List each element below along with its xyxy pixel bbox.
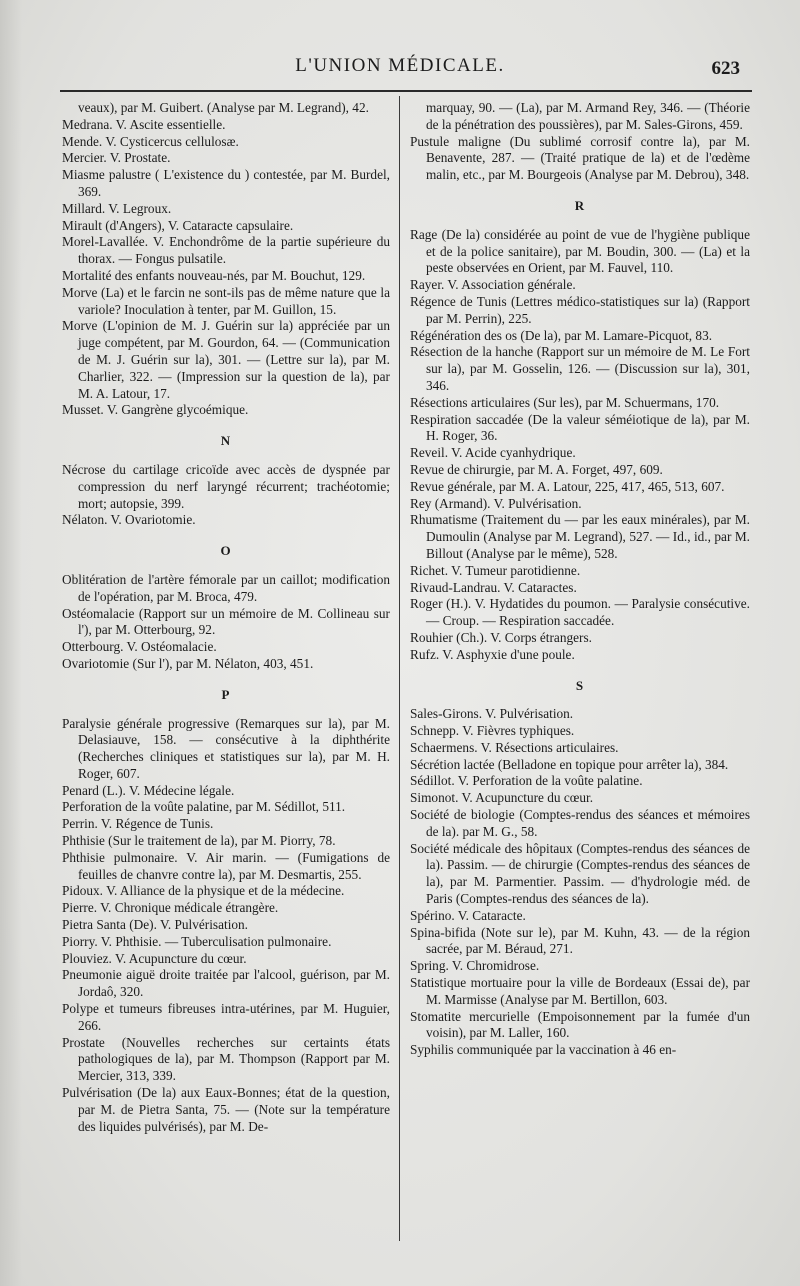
page-number: 623 <box>711 58 740 79</box>
header-rule <box>60 90 752 92</box>
index-entry: Revue générale, par M. A. Latour, 225, 417, 465, 513, 607. <box>410 478 725 494</box>
index-entry: Sécrétion lactée (Belladone en topique pour arrêter la), 384. <box>410 756 729 772</box>
index-entry: Spina-bifida (Note sur le), par M. Kuhn, 43. — de la région sacrée, par M. Béraud, 271. <box>410 924 750 957</box>
index-entry: Mortalité des enfants nouveau-nés, par M. Bouchut, 129. <box>62 267 366 283</box>
index-entry: Millard. V. Legroux. <box>62 200 172 216</box>
index-entry: Pidoux. V. Alliance de la physique et de la médecine. <box>62 883 345 899</box>
section-letter: R <box>574 197 586 213</box>
index-entry: Phthisie pulmonaire. V. Air marin. — (Fumigations de feuilles de chanvre contre la), par M. Desmartis, 255. <box>62 849 390 882</box>
index-entry: Polype et tumeurs fibreuses intra-utérines, par M. Huguier, 266. <box>62 1001 390 1033</box>
index-entry: Penard (L.). V. Médecine légale. <box>62 782 235 798</box>
index-entry: Spérino. V. Cataracte. <box>410 907 526 923</box>
index-entry: Société de biologie (Comptes-rendus des séances et mémoires de la). par M. G., 58. <box>410 807 750 839</box>
index-entry: Syphilis communiquée par la vaccination à 46 en- <box>410 1042 677 1058</box>
index-entry: Rayer. V. Association générale. <box>410 277 576 293</box>
index-entry: Medrana. V. Ascite essentielle. <box>62 116 226 132</box>
index-entry: Rhumatisme (Traitement du — par les eaux minérales), par M. Dumoulin (Analyse par M. Legrand), 527. — Id., id., par M. Billout (Analyse par le même), 528. <box>410 512 750 561</box>
index-entry: Perforation de la voûte palatine, par M. Sédillot, 511. <box>62 799 346 815</box>
index-entry: Schnepp. V. Fièvres typhiques. <box>410 723 575 739</box>
section-letter: O <box>220 543 232 559</box>
index-entry: Pustule maligne (Du sublimé corrosif contre la), par M. Benavente, 287. — (Traité pratique de la) et de l'œdème malin, etc., par M. Bourgeois (Analyse par M. Debrou), 348. <box>410 133 750 183</box>
index-entry: Mende. V. Cysticercus cellulosæ. <box>62 133 239 149</box>
column-divider <box>399 96 400 1241</box>
index-entry: Schaermens. V. Résections articulaires. <box>410 739 619 755</box>
index-entry: Revue de chirurgie, par M. A. Forget, 497, 609. <box>410 461 663 477</box>
index-entry: Morve (L'opinion de M. J. Guérin sur la) appréciée par un juge compétent, par M. Gourdon, 64. — (Communication de M. J. Guérin sur la), 301. — (Lettre sur la), par M. Charlier, 322. — (Impression sur la question de la), par M. A. Latour, 17. <box>62 318 390 401</box>
section-letter: N <box>220 433 232 449</box>
running-title: L'UNION MÉDICALE. <box>295 55 505 76</box>
index-entry: Rufz. V. Asphyxie d'une poule. <box>410 646 575 662</box>
index-entry: Simonot. V. Acupuncture du cœur. <box>410 790 594 806</box>
index-entry: Pietra Santa (De). V. Pulvérisation. <box>62 917 249 933</box>
section-letter: S <box>575 677 585 693</box>
index-entry: Nécrose du cartilage cricoïde avec accès de dyspnée par compression du nerf laryngé récurrent; trachéotomie; mort; autopsie, 399. <box>62 461 390 511</box>
index-entry: Stomatite mercurielle (Empoisonnement par la fumée d'un voisin), par M. Laller, 160. <box>410 1008 750 1041</box>
index-entry: Pulvérisation (De la) aux Eaux-Bonnes; état de la question, par M. de Pietra Santa, 75. — (Note sur la température des liquides pulvérisés), par M. De- <box>62 1085 390 1134</box>
index-entry: Rey (Armand). V. Pulvérisation. <box>410 495 582 511</box>
index-entry: Sales-Girons. V. Pulvérisation. <box>410 706 574 722</box>
index-entry: Ovariotomie (Sur l'), par M. Nélaton, 403, 451. <box>62 655 314 671</box>
index-entry: Rage (De la) considérée au point de vue de l'hygiène publique et de la police sanitaire), par M. Boudin, 300. — (La) et la peste observées en Orient, par M. Fauvel, 110. <box>410 226 750 276</box>
index-entry: Oblitération de l'artère fémorale par un caillot; modification de l'opération, par M. Broca, 479. <box>62 571 390 604</box>
index-entry: Morve (La) et le farcin ne sont-ils pas de même nature que la variole? Inoculation à tenter, par M. Guillon, 15. <box>62 284 390 317</box>
left-column <box>62 100 390 1135</box>
index-entry: Prostate (Nouvelles recherches sur certaints états pathologiques de la), par M. Thompson (Rapport par M. Mercier, 313, 339. <box>62 1034 390 1084</box>
index-entry: Reveil. V. Acide cyanhydrique. <box>410 445 576 461</box>
index-entry: Perrin. V. Régence de Tunis. <box>62 816 214 832</box>
index-entry: Statistique mortuaire pour la ville de Bordeaux (Essai de), par M. Marmisse (Analyse par M. Bertillon, 603. <box>410 975 750 1007</box>
index-entry: Résection de la hanche (Rapport sur un mémoire de M. Le Fort sur la), par M. Gosselin, 126. — (Discussion sur la), 301, 346. <box>410 344 750 393</box>
index-entry: Respiration saccadée (De la valeur séméiotique de la), par M. H. Roger, 36. <box>410 411 750 444</box>
index-entry: Régénération des os (De la), par M. Lamare-Picquot, 83. <box>410 327 713 343</box>
index-entry: Résections articulaires (Sur les), par M. Schuermans, 170. <box>410 394 720 410</box>
index-entry: Société médicale des hôpitaux (Comptes-rendus des séances de la). Passim. — de chirurgie (Comptes-rendus des séances de la), par M. Parmentier. Passim. — d'hydrologie méd. de Paris (Comptes-rendus des séances de la). <box>410 840 750 907</box>
index-entry: Roger (H.). V. Hydatides du poumon. — Paralysie consécutive. — Croup. — Respiration saccadée. <box>410 596 750 629</box>
index-entry: Phthisie (Sur le traitement de la), par M. Piorry, 78. <box>62 833 336 849</box>
index-entry: Ostéomalacie (Rapport sur un mémoire de M. Collineau sur l'), par M. Otterbourg, 92. <box>62 605 390 638</box>
index-entry: Nélaton. V. Ovariotomie. <box>62 512 196 528</box>
index-entry: Rivaud-Landrau. V. Cataractes. <box>410 579 577 595</box>
index-entry: Musset. V. Gangrène glycoémique. <box>62 402 249 418</box>
index-entry: Plouviez. V. Acupuncture du cœur. <box>62 950 247 966</box>
index-entry: Pierre. V. Chronique médicale étrangère. <box>62 900 279 916</box>
right-column <box>410 100 750 1059</box>
section-letter: P <box>221 686 231 702</box>
index-entry: Paralysie générale progressive (Remarques sur la), par M. Delasiauve, 158. — consécutive à la diphthérite (Recherches cliniques et statistiques sur la), par M. H. Roger, 607. <box>62 715 390 781</box>
index-entry: Miasme palustre ( L'existence du ) contestée, par M. Burdel, 369. <box>62 167 390 199</box>
index-entry: Otterbourg. V. Ostéomalacie. <box>62 639 217 655</box>
index-entry: Sédillot. V. Perforation de la voûte palatine. <box>410 773 643 789</box>
index-entry-continuation: marquay, 90. — (La), par M. Armand Rey, 346. — (Théorie de la pénétration des poussières), par M. Sales-Girons, 459. <box>425 100 750 132</box>
index-entry: Spring. V. Chromidrose. <box>410 958 540 974</box>
index-entry: Rouhier (Ch.). V. Corps étrangers. <box>410 629 592 645</box>
index-entry: Richet. V. Tumeur parotidienne. <box>410 562 581 578</box>
index-entry: Morel-Lavallée. V. Enchondrôme de la partie supérieure du thorax. — Fongus pulsatile. <box>62 234 390 267</box>
index-entry: Mercier. V. Prostate. <box>62 150 171 166</box>
index-entry-continuation: veaux), par M. Guibert. (Analyse par M. Legrand), 42. <box>77 100 369 115</box>
index-entry: Régence de Tunis (Lettres médico-statistiques sur la) (Rapport par M. Perrin), 225. <box>410 293 750 326</box>
index-entry: Piorry. V. Phthisie. — Tuberculisation pulmonaire. <box>62 933 332 949</box>
index-entry: Mirault (d'Angers), V. Cataracte capsulaire. <box>62 217 294 233</box>
index-entry: Pneumonie aiguë droite traitée par l'alcool, guérison, par M. Jordaô, 320. <box>62 967 390 1000</box>
